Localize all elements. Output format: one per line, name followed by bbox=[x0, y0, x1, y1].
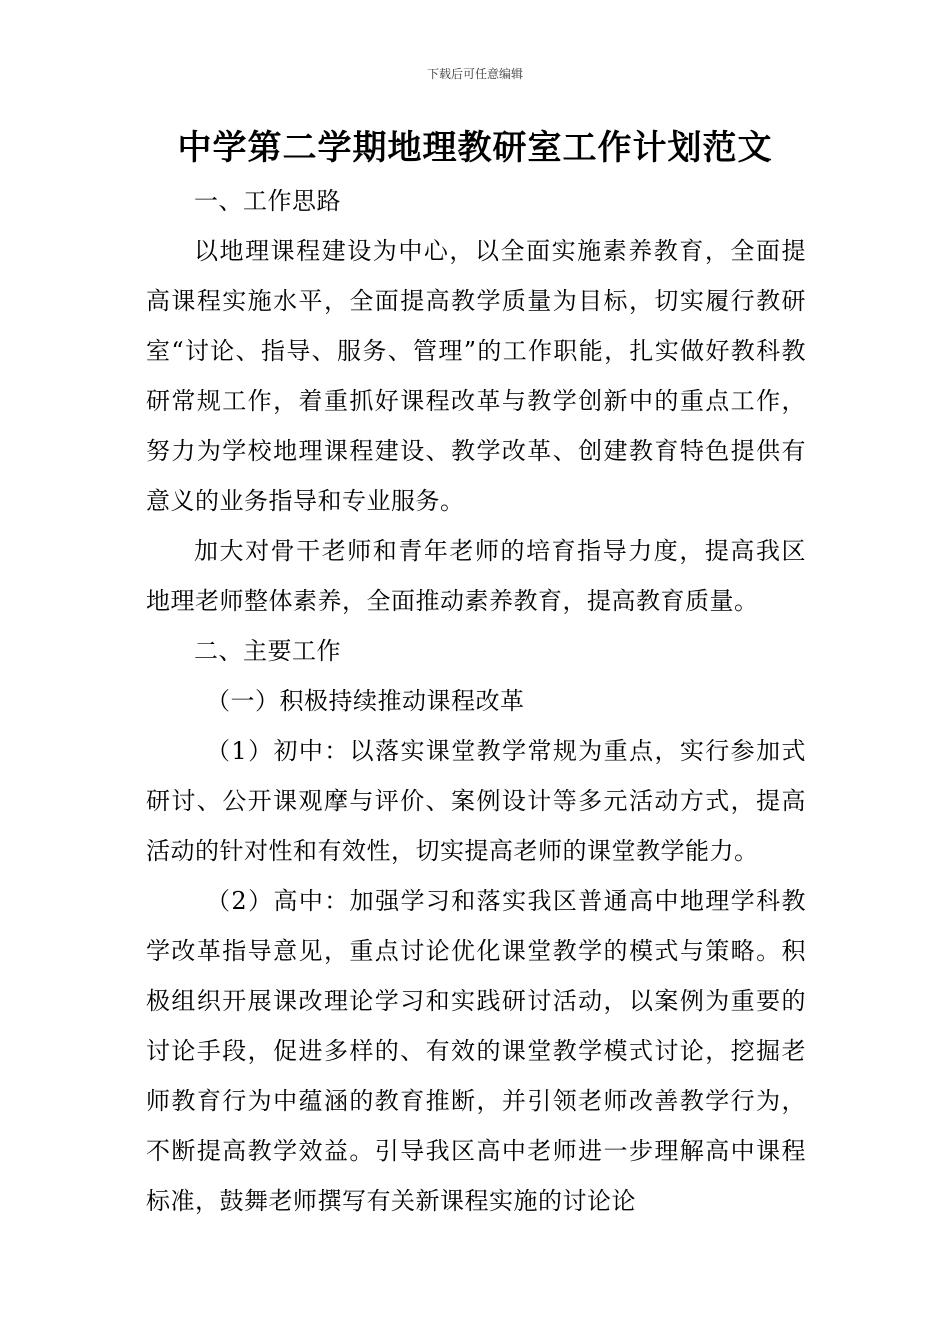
header-note: 下载后可任意编辑 bbox=[426, 67, 523, 81]
paragraph-work-ideas: 以地理课程建设为中心，以全面实施素养教育，全面提高课程实施水平，全面提高教学质量为目标，切实履行教研室“讨论、指导、服务、管理”的工作职能，扎实做好教科教研常规工作，着重抓好课程改革与教学创新中的重点工作，努力为学校地理课程建设、教学改革、创建教育特色提供有意义的业务指导和专业服务。 bbox=[146, 237, 806, 515]
document-title: 中学第二学期地理教研室工作计划范文 bbox=[177, 128, 773, 168]
section-heading-work-ideas: 一、工作思路 bbox=[194, 187, 341, 215]
subsection-heading-curriculum-reform: （一）积极持续推动课程改革 bbox=[206, 687, 525, 715]
document-body bbox=[146, 176, 806, 1226]
paragraph-teacher-training: 加大对骨干老师和青年老师的培育指导力度，提高我区地理老师整体素养，全面推动素养教育，提高教育质量。 bbox=[146, 537, 806, 615]
paragraph-junior-high: （1）初中：以落实课堂教学常规为重点，实行参加式研讨、公开课观摩与评价、案例设计等多元活动方式，提高活动的针对性和有效性，切实提高老师的课堂教学能力。 bbox=[146, 737, 806, 865]
paragraph-senior-high: （2）高中：加强学习和落实我区普通高中地理学科教学改革指导意见，重点讨论优化课堂教学的模式与策略。积极组织开展课改理论学习和实践研讨活动，以案例为重要的讨论手段，促进多样的、有效的课堂教学模式讨论，挖掘老师教育行为中蕴涵的教育推断，并引领老师改善教学行为，不断提高教学效益。引导我区高中老师进一步理解高中课程标准，鼓舞老师撰写有关新课程实施的讨论论 bbox=[146, 887, 806, 1215]
section-heading-main-work: 二、主要工作 bbox=[194, 637, 341, 665]
